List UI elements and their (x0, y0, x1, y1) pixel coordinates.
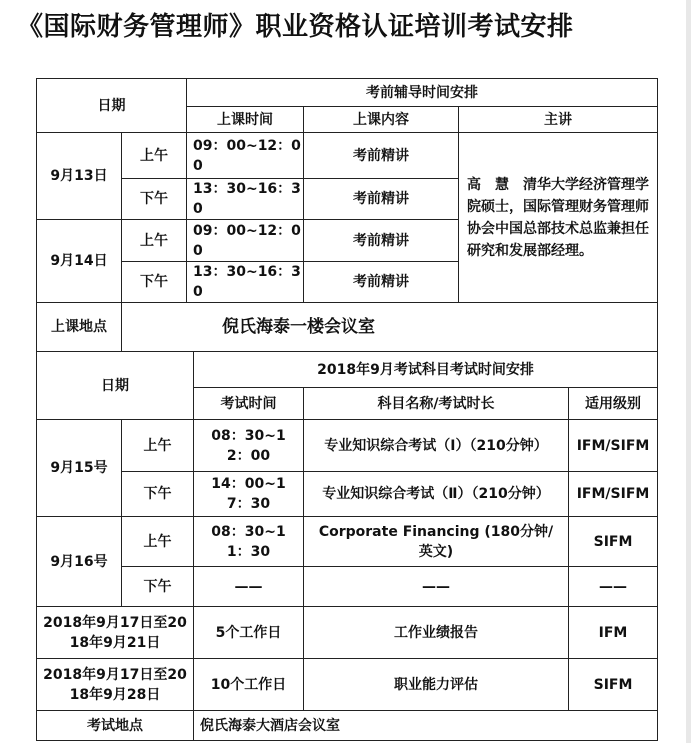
col-header-exam-time: 考试时间 (194, 388, 304, 420)
exam-time-cell: 08：30~11：30 (194, 517, 304, 567)
period-cell: 下午 (122, 179, 187, 220)
col-header-level: 适用级别 (569, 388, 658, 420)
period-cell: 上午 (122, 133, 187, 179)
subject-cell: 职业能力评估 (304, 659, 569, 711)
period-cell: 下午 (122, 262, 187, 303)
date-cell: 9月15号 (37, 420, 122, 517)
class-time-cell: 13：30~16：30 (187, 179, 304, 220)
level-cell: —— (569, 567, 658, 607)
class-content-cell: 考前精讲 (304, 262, 459, 303)
subject-cell: —— (304, 567, 569, 607)
tutoring-schedule-table (36, 78, 658, 352)
period-cell: 上午 (122, 517, 194, 567)
exam-time-cell: 08：30~12：00 (194, 420, 304, 472)
level-cell: IFM (569, 607, 658, 659)
page-title: 《国际财务管理师》职业资格认证培训考试安排 (17, 12, 574, 42)
class-time-cell: 13：30~16：30 (187, 262, 304, 303)
subject-cell: 工作业绩报告 (304, 607, 569, 659)
exam-time-cell: 10个工作日 (194, 659, 304, 711)
date-header: 日期 (37, 79, 187, 133)
exam-schedule-table (36, 351, 658, 741)
level-cell: IFM/SIFM (569, 472, 658, 517)
class-time-cell: 09：00~12：00 (187, 133, 304, 179)
venue-value: 倪氏海泰大酒店会议室 (194, 711, 658, 741)
exam-time-cell: —— (194, 567, 304, 607)
class-content-cell: 考前精讲 (304, 179, 459, 220)
exam-time-cell: 14：00~17：30 (194, 472, 304, 517)
level-cell: IFM/SIFM (569, 420, 658, 472)
period-cell: 下午 (122, 472, 194, 517)
col-header-subject: 科目名称/考试时长 (304, 388, 569, 420)
scrollbar[interactable] (686, 0, 691, 743)
class-content-cell: 考前精讲 (304, 220, 459, 262)
level-cell: SIFM (569, 659, 658, 711)
section-header: 2018年9月考试科目考试时间安排 (194, 352, 658, 388)
col-header-time: 上课时间 (187, 107, 304, 133)
col-header-lecturer: 主讲 (459, 107, 658, 133)
col-header-content: 上课内容 (304, 107, 459, 133)
venue-value: 倪氏海泰一楼会议室 (122, 303, 658, 352)
exam-time-cell: 5个工作日 (194, 607, 304, 659)
lecturer-cell: 高 慧 清华大学经济管理学院硕士，国际管理财务管理师协会中国总部技术总监兼担任研究和发展部经理。 (459, 133, 658, 303)
period-cell: 上午 (122, 420, 194, 472)
level-cell: SIFM (569, 517, 658, 567)
subject-cell: 专业知识综合考试（Ⅱ）（210分钟） (304, 472, 569, 517)
venue-label: 上课地点 (37, 303, 122, 352)
date-cell: 9月16号 (37, 517, 122, 607)
date-header: 日期 (37, 352, 194, 420)
class-time-cell: 09：00~12：00 (187, 220, 304, 262)
subject-cell: Corporate Financing (180分钟/英文) (304, 517, 569, 567)
period-cell: 下午 (122, 567, 194, 607)
subject-cell: 专业知识综合考试（Ⅰ）（210分钟） (304, 420, 569, 472)
date-range-cell: 2018年9月17日至2018年9月28日 (37, 659, 194, 711)
venue-label: 考试地点 (37, 711, 194, 741)
class-content-cell: 考前精讲 (304, 133, 459, 179)
date-cell: 9月13日 (37, 133, 122, 220)
date-cell: 9月14日 (37, 220, 122, 303)
period-cell: 上午 (122, 220, 187, 262)
section-header: 考前辅导时间安排 (187, 79, 658, 107)
date-range-cell: 2018年9月17日至2018年9月21日 (37, 607, 194, 659)
